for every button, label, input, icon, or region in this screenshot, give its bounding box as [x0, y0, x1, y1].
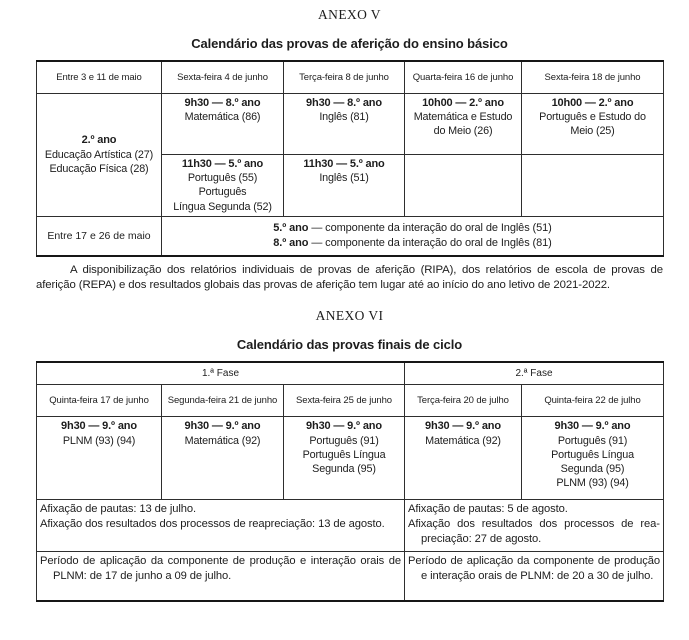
t1-exam-row-1	[37, 93, 664, 154]
t2-col-header-2: Segunda-feira 21 de junho	[162, 385, 284, 417]
text-line: Português (91)	[309, 434, 379, 447]
finais-ciclo-table	[36, 361, 664, 602]
text-line: Afixação dos resultados dos processos de reapreciação: 27 de agosto.	[408, 518, 660, 546]
oral-line-8ano	[165, 236, 660, 251]
exam-time-title: 9h30 — 9.º ano	[554, 420, 631, 433]
t1-date-range-label: Entre 17 e 26 de maio	[37, 216, 162, 256]
text-line: Meio (25)	[570, 125, 615, 138]
exam-time-title: 10h00 — 2.º ano	[551, 96, 634, 109]
oral-period-phase2-lines	[408, 554, 660, 584]
t2-results-row	[37, 500, 664, 552]
results-phase1-cell	[37, 500, 405, 552]
t2-cell-mat1	[162, 417, 284, 500]
t2-exam-row	[37, 417, 664, 500]
t1-cell-port55	[162, 154, 284, 216]
text-line: Língua Segunda (52)	[173, 200, 272, 213]
exam-time-title: 9h30 — 9.º ano	[306, 420, 382, 433]
text-line: Educação Artística (27)	[44, 148, 154, 161]
text-line: Matemática (92)	[425, 434, 501, 447]
exam-subject-lines	[165, 434, 280, 448]
t2-phase-row	[37, 362, 664, 385]
t2-col-header-1: Quinta-feira 17 de junho	[37, 385, 162, 417]
text-line: PLNM (93) (94)	[556, 477, 629, 490]
t1-cell-ing81	[284, 93, 405, 154]
exam-time-title: 9h30 — 9.º ano	[61, 420, 137, 433]
oral-line-5ano	[165, 221, 660, 236]
text-line: Afixação de pautas: 13 de julho.	[40, 503, 197, 516]
text-line: Período de aplicação da componente de produção e interação orais de PLNM: de 20 a 30 de julho.	[408, 555, 660, 583]
aferição-calendar-table	[36, 60, 664, 257]
empty-cell	[405, 154, 522, 216]
t2-oral-period-row	[37, 552, 664, 601]
t1-cell-mat86	[162, 93, 284, 154]
t2-col-header-3: Sexta-feira 25 de junho	[284, 385, 405, 417]
t1-cell-port-estudo	[522, 93, 664, 154]
oral-period-phase2-cell	[405, 552, 664, 601]
t1-col-header-5: Sexta-feira 18 de junho	[522, 61, 664, 93]
t1-col-header-4: Quarta-feira 16 de junho	[405, 61, 522, 93]
text-line: Educação Física (28)	[49, 162, 149, 175]
exam-subject-lines	[525, 110, 660, 139]
text-line: Português (55)	[187, 172, 258, 185]
t1-col-header-3: Terça-feira 8 de junho	[284, 61, 405, 93]
exam-subject-lines	[165, 110, 280, 124]
text-line: Português	[198, 186, 247, 199]
exam-time-title: 11h30 — 5.º ano	[303, 157, 385, 170]
t2-day-header-row	[37, 385, 664, 417]
t2-cell-port1	[284, 417, 405, 500]
text-line: Português e Estudo do	[539, 111, 646, 124]
text-line: Afixação dos resultados dos processos de reapreciação: 13 de agosto.	[40, 518, 385, 531]
t2-col-header-5: Quinta-feira 22 de julho	[522, 385, 664, 417]
oral-period-phase1-cell	[37, 552, 405, 601]
exam-subject-lines	[408, 110, 518, 139]
exam-time-title: 9h30 — 8.º ano	[306, 96, 382, 109]
text-line: Inglês (81)	[319, 111, 369, 124]
exam-time-title: 11h30 — 5.º ano	[181, 157, 264, 170]
t1-cell-2ano	[37, 93, 162, 216]
t1-cell-mat-estudo	[405, 93, 522, 154]
anexo-vi-heading: ANEXO VI	[315, 307, 384, 323]
phase-1-header: 1.ª Fase	[37, 362, 405, 385]
text-line: Português (91)	[557, 434, 628, 447]
results-phase2-cell	[405, 500, 664, 552]
text-line: Afixação de pautas: 5 de agosto.	[408, 503, 568, 516]
anexo-vi-table-title: Calendário das provas finais de ciclo	[236, 336, 463, 352]
text-line: Matemática (92)	[184, 434, 261, 447]
text-line: PLNM (93) (94)	[62, 434, 136, 447]
anexo-v-heading: ANEXO V	[318, 7, 381, 22]
exam-subject-lines	[287, 434, 401, 477]
exam-subject-lines	[165, 171, 280, 214]
t2-cell-mat2	[405, 417, 522, 500]
exam-subject-lines	[525, 434, 660, 491]
exam-time-title: 9h30 — 8.º ano	[184, 96, 261, 109]
exam-time-title: 9h30 — 9.º ano	[425, 420, 501, 433]
t2-cell-plnm	[37, 417, 162, 500]
grade-bold: 5.º ano	[273, 221, 309, 234]
text-line: Inglês (51)	[319, 172, 369, 185]
exam-time-title: 9h30 — 9.º ano	[184, 420, 261, 433]
t1-oral-component-cell	[162, 216, 664, 256]
oral-line-text: — componente da interação do oral de Inglês (81)	[308, 237, 552, 250]
text-line: Período de aplicação da componente de produção e interação orais de PLNM: de 17 de junho a 09 de julho.	[40, 555, 401, 583]
text-line: Português Língua	[302, 448, 386, 461]
empty-cell	[522, 154, 664, 216]
grade-bold: 8.º ano	[273, 237, 309, 250]
t2-cell-port2	[522, 417, 664, 500]
results-phase2-lines	[408, 502, 660, 547]
exam-time-title: 10h00 — 2.º ano	[422, 96, 504, 109]
t2-col-header-4: Terça-feira 20 de julho	[405, 385, 522, 417]
anexo-v-table-title: Calendário das provas de aferição do ensino básico	[191, 36, 508, 51]
t1-col-header-1: Entre 3 e 11 de maio	[37, 61, 162, 93]
text-line: Matemática e Estudo	[413, 111, 513, 124]
text-line: Português Língua	[551, 448, 634, 461]
exam-grade-title: 2.º ano	[81, 134, 117, 147]
t1-col-header-2: Sexta-feira 4 de junho	[162, 61, 284, 93]
oral-line-text: — componente da interação do oral de Inglês (51)	[308, 221, 552, 234]
exam-subject-lines	[287, 171, 401, 185]
exam-subject-lines	[408, 434, 518, 448]
t1-cell-ing51	[284, 154, 405, 216]
oral-period-phase1-lines	[40, 554, 401, 584]
t1-oral-row	[37, 216, 664, 256]
text-line: Segunda (95)	[312, 463, 376, 476]
text-line: Segunda (95)	[560, 463, 625, 476]
results-phase1-lines	[40, 502, 401, 532]
phase-2-header: 2.ª Fase	[405, 362, 664, 385]
exam-subject-lines	[40, 434, 158, 448]
text-line: Matemática (86)	[184, 111, 261, 124]
availability-note: A disponibilização dos relatórios individuais de provas de aferição (RIPA), dos relatórios de escola de provas de aferição (REPA) e dos resultados globais das provas de aferição tem lugar até ao início do ano letivo de 2021-2022.	[36, 264, 663, 292]
t1-day-header-row	[37, 61, 664, 93]
text-line: do Meio (26)	[433, 125, 493, 138]
exam-subject-lines	[40, 148, 158, 177]
exam-subject-lines	[287, 110, 401, 124]
